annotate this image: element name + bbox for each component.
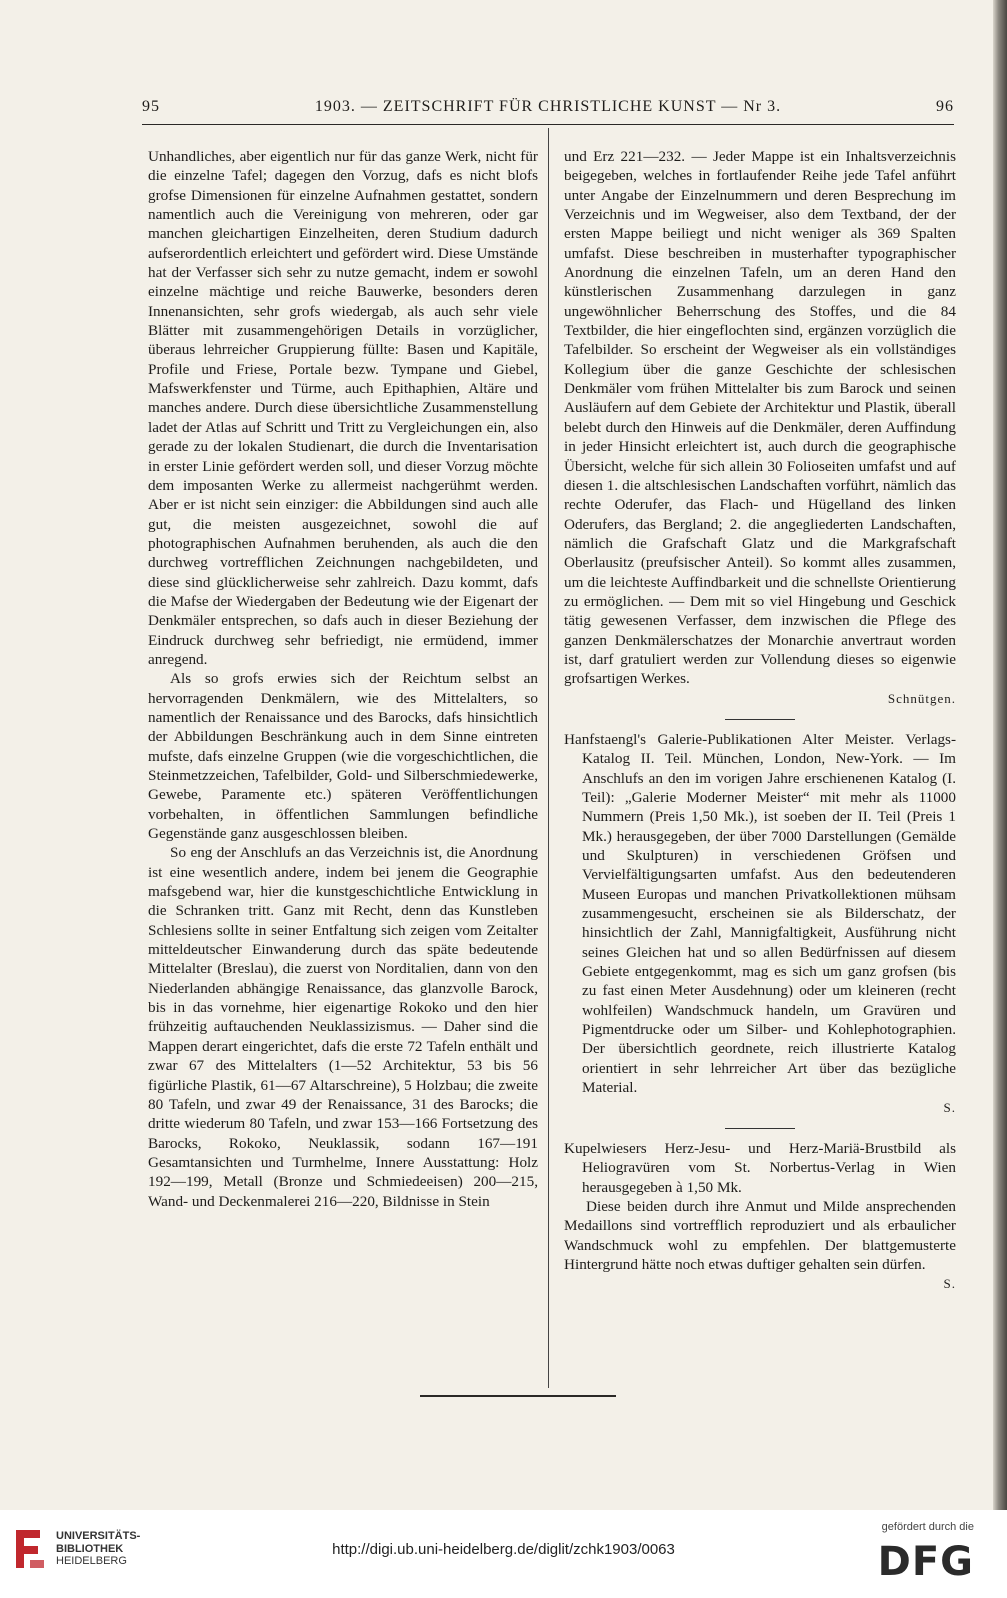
notice-text: Diese beiden durch ihre Anmut und Milde ansprechenden Medaillons sind vortrefflich reproduziert und als erbaulicher Wandschmuck wohl zu empfehlen. Der blattgemusterte Hintergrund hätte noch etwas duftiger gehalten sein dürfen. xyxy=(564,1197,956,1273)
signature: S. xyxy=(943,1099,956,1115)
journal-title: 1903. — ZEITSCHRIFT FÜR CHRISTLICHE KUNST — Nr 3. xyxy=(314,98,782,115)
right-column xyxy=(564,147,956,1294)
signature: S. xyxy=(943,1276,956,1292)
funding-label: gefördert durch die xyxy=(881,1521,974,1533)
library-name: UNIVERSITÄTS- BIBLIOTHEK HEIDELBERG xyxy=(56,1530,141,1567)
paragraph: Als so grofs erwies sich der Reichtum selbst an hervorragenden Denkmälern, wie des Mittelalters, so namentlich der Renaissance und des Barocks, dafs hinsichtlich der Abbildungen Beschränkung auch in dem Sinne eintreten mufste, dafs einzelne Gruppen (wie die vorgeschichtlichen, die Steinmetzzeichen, Tafelbilder, Gold- und Silberschmiedewerke, Gewebe, Paramente etc.) späteren Veröffentlichungen vorbehalten, in öffentlichen Sammlungen befindliche Gegenstände ganz ausgeschlossen bleiben. xyxy=(148,670,538,843)
book-notice xyxy=(564,1139,956,1294)
paragraph: und Erz 221—232. — Jeder Mappe ist ein Inhaltsverzeichnis beigegeben, welches in fortlaufender Reihe jede Tafel anführt unter Angabe der Einzelnummern und deren Besprechung im Verzeichnis und im Wegweiser, also dem Textband, der der ersten Mappe beiliegt und nicht weniger als 369 Spalten umfafst. Diese beschreiben in musterhafter typographischer Anordnung die einzelnen Tafeln, um an deren Hand den künstlerischen Zusammenhang darzulegen in ganz ungewöhnlicher Beherrschung des Stoffes, und die 84 Textbilder, die hier eingeflochten sind, ergänzen vorzüglich die Tafelbilder. So erscheint der Wegweiser als ein vollständiges Kollegium über die ganze Geschichte der schlesischen Denkmäler vom frühen Mittelalter bis zum Barock und seinen Ausläufern auf dem Gebiete der Architektur und Plastik, überall belebt durch den Hinweis auf die Denkmäler, deren Auffindung in jeder Hinsicht erleichtert ist, auch durch die geographische Übersicht, welche für sich allein 30 Folioseiten umfafst und auf diesen 1. die altschlesischen Landschaften vorführt, nämlich das rechte Oderufer, das Flach- und Hügelland des linken Oderufers, das Bergland; 2. die angegliederten Landschaften, nämlich die Grafschaft Glatz und die Markgrafschaft Oberlausitz (preufsischer Anteil). So kommt alles zusammen, um die leichteste Auffindbarkeit und die schnellste Orientierung zu ermöglichen. — Dem mit so viel Hingebung und Geschick tätig gewesenen Verfasser, dem inzwischen die Pflege des ganzen Denkmälerschatzes der Monarchie anvertraut worden ist, darf gratuliert werden zur Vollendung dieses so eigenwie grofsartigen Werkes. xyxy=(564,148,956,688)
notice-text: Hanfstaengl's Galerie-Publikationen Alter Meister. Verlags-Katalog II. Teil. München, London, New-York. — Im Anschlufs an den im vorigen Jahre erschienenen Katalog (I. Teil): „Galerie Moderner Meister“ mit mehr als 11000 Nummern (Preis 1,50 Mk.), ist soeben der II. Teil (Preis 1 Mk.) herausgegeben, der über 7000 Darstellungen (Gemälde und Skulpturen) in verschiedenen Gröfsen und Vervielfältigungsarten umfafst. Aus den bedeutenderen Museen Europas und manchen Privatkollektionen mühsam zusammengesucht, erscheinen sie als Bilderschatz, der hinsichtlich der Zahl, Mannigfaltigkeit, Ausführung nicht seines Gleichen hat und so allen Bedürfnissen auf diesem Gebiete entgegenkommt, mag es sich um ganz grofsen (bis zu fast einen Meter Ausdehnung) oder um kleineren (recht wohlfeilen) Wandschmuck handeln, um Gravüren und Pigmentdrucke oder um Silber- und Kohlephotographien. Der übersichtlich geordnete, reich illustrierte Katalog orientiert in sehr lehrreicher Art über das bezügliche Material. xyxy=(564,730,956,1097)
page-number-right: 96 xyxy=(936,98,954,115)
paragraph: Unhandliches, aber eigentlich nur für das ganze Werk, nicht für die einzelne Tafel; dagegen den Vorzug, dafs es nicht blofs grofse Dimensionen für einzelne Aufnahmen gestattet, sondern namentlich auch die Vereinigung von mehreren, oder gar manchen gleichartigen Einzelheiten, deren Studium dadurch aufserordentlich erleichtert und gefördert wird. Diese Umstände hat der Verfasser sich sehr zu nutze gemacht, indem er sowohl einzelne mächtige und reiche Bauwerke, besonders deren Innenansichten, sehr grofs wiedergab, als auch sehr viele Blätter mit zusammengehörigen Details in vorzüglicher, überaus lehrreicher Gruppierung füllte: Basen und Kapitäle, Profile und Friese, Portale bezw. Tympane und Giebel, Mafswerkfenster und Türme, auch Epithaphien, Altäre und manches andere. Durch diese übersichtliche Zusammenstellung ladet der Atlas auf Schritt und Tritt zu Vergleichungen ein, also gerade zu der lokalen Studienart, die durch die Inventarisation in erster Linie gefördert werden soll, und dieser Vorzug möchte dem imposanten Werke zu allermeist nachgerühmt werden. Aber er ist nicht sein einziger: die Abbildungen sind auch alle gut, die meisten ausgezeichnet, sowohl die auf photographischen Aufnahmen beruhenden, als auch die den durchweg vortrefflichen Zeichnungen nachgebildeten, und diese sind glücklicherweise sehr zahlreich. Dazu kommt, dafs die Mafse der Wiedergaben der Bedeutung wie der Eigenart der Denkmäler entsprechen, so dafs auch in dieser Beziehung der Eindruck durchweg sehr befriedigt, nie ermüdend, immer anregend. xyxy=(148,148,538,668)
digitization-footer xyxy=(0,1510,1007,1598)
end-rule xyxy=(420,1395,616,1397)
header-rule xyxy=(142,124,954,125)
permalink-url[interactable]: http://digi.ub.uni-heidelberg.de/diglit/zchk1903/0063 xyxy=(332,1541,675,1558)
dfg-logo: DFG xyxy=(877,1539,974,1585)
book-notice xyxy=(564,730,956,1117)
book-spine-edge xyxy=(993,0,1007,1510)
section-separator xyxy=(725,719,795,720)
page-number-left: 95 xyxy=(142,98,160,115)
notice-heading: Kupelwiesers Herz-Jesu- und Herz-Mariä-Brustbild als Heliogravüren vom St. Norbertus-Verlag in Wien herausgegeben à 1,50 Mk. xyxy=(564,1139,956,1196)
running-header xyxy=(142,98,954,120)
paragraph: So eng der Anschlufs an das Verzeichnis ist, die Anordnung ist eine wesentlich andere, indem bei jenem die Geographie mafsgebend war, hier die kunstgeschichtliche Entwicklung in die Schranken tritt. Ganz mit Recht, denn das Kunstleben Schlesiens sollte in seiner Entfaltung sich zeigen vom Zeitalter mitteldeutscher Einwanderung durch das späte bedeutende Mittelalter (Breslau), die zuerst von Norditalien, dann von den Niederlanden abhängige Renaissance, das glanzvolle Barock, bis in das vornehme, hier eigenartige Rokoko und den hier frühzeitig auftauchenden Neuklassizismus. — Daher sind die Mappen derart eingerichtet, dafs die erste 72 Tafeln enthält und zwar 67 des Mittelalters (1—52 Architektur, 53 bis 56 figürliche Plastik, 61—67 Altarschreine), 5 Holzbau; die zweite 80 Tafeln, und zwar 49 der Renaissance, 31 des Barocks; die dritte wiederum 80 Tafeln, und zwar 153—166 Fortsetzung des Barocks, Rokoko, Neuklassik, sodann 167—191 Gesamtansichten und Turmhelme, Innere Ausstattung: Holz 192—199, Metall (Bronze und Schmiedeeisen) 200—215, Wand- und Deckenmalerei 216—220, Bildnisse in Stein xyxy=(148,844,538,1210)
column-divider xyxy=(548,128,549,1388)
left-column xyxy=(148,147,538,1211)
signature: Schnütgen. xyxy=(887,690,956,706)
section-separator xyxy=(725,1128,795,1129)
